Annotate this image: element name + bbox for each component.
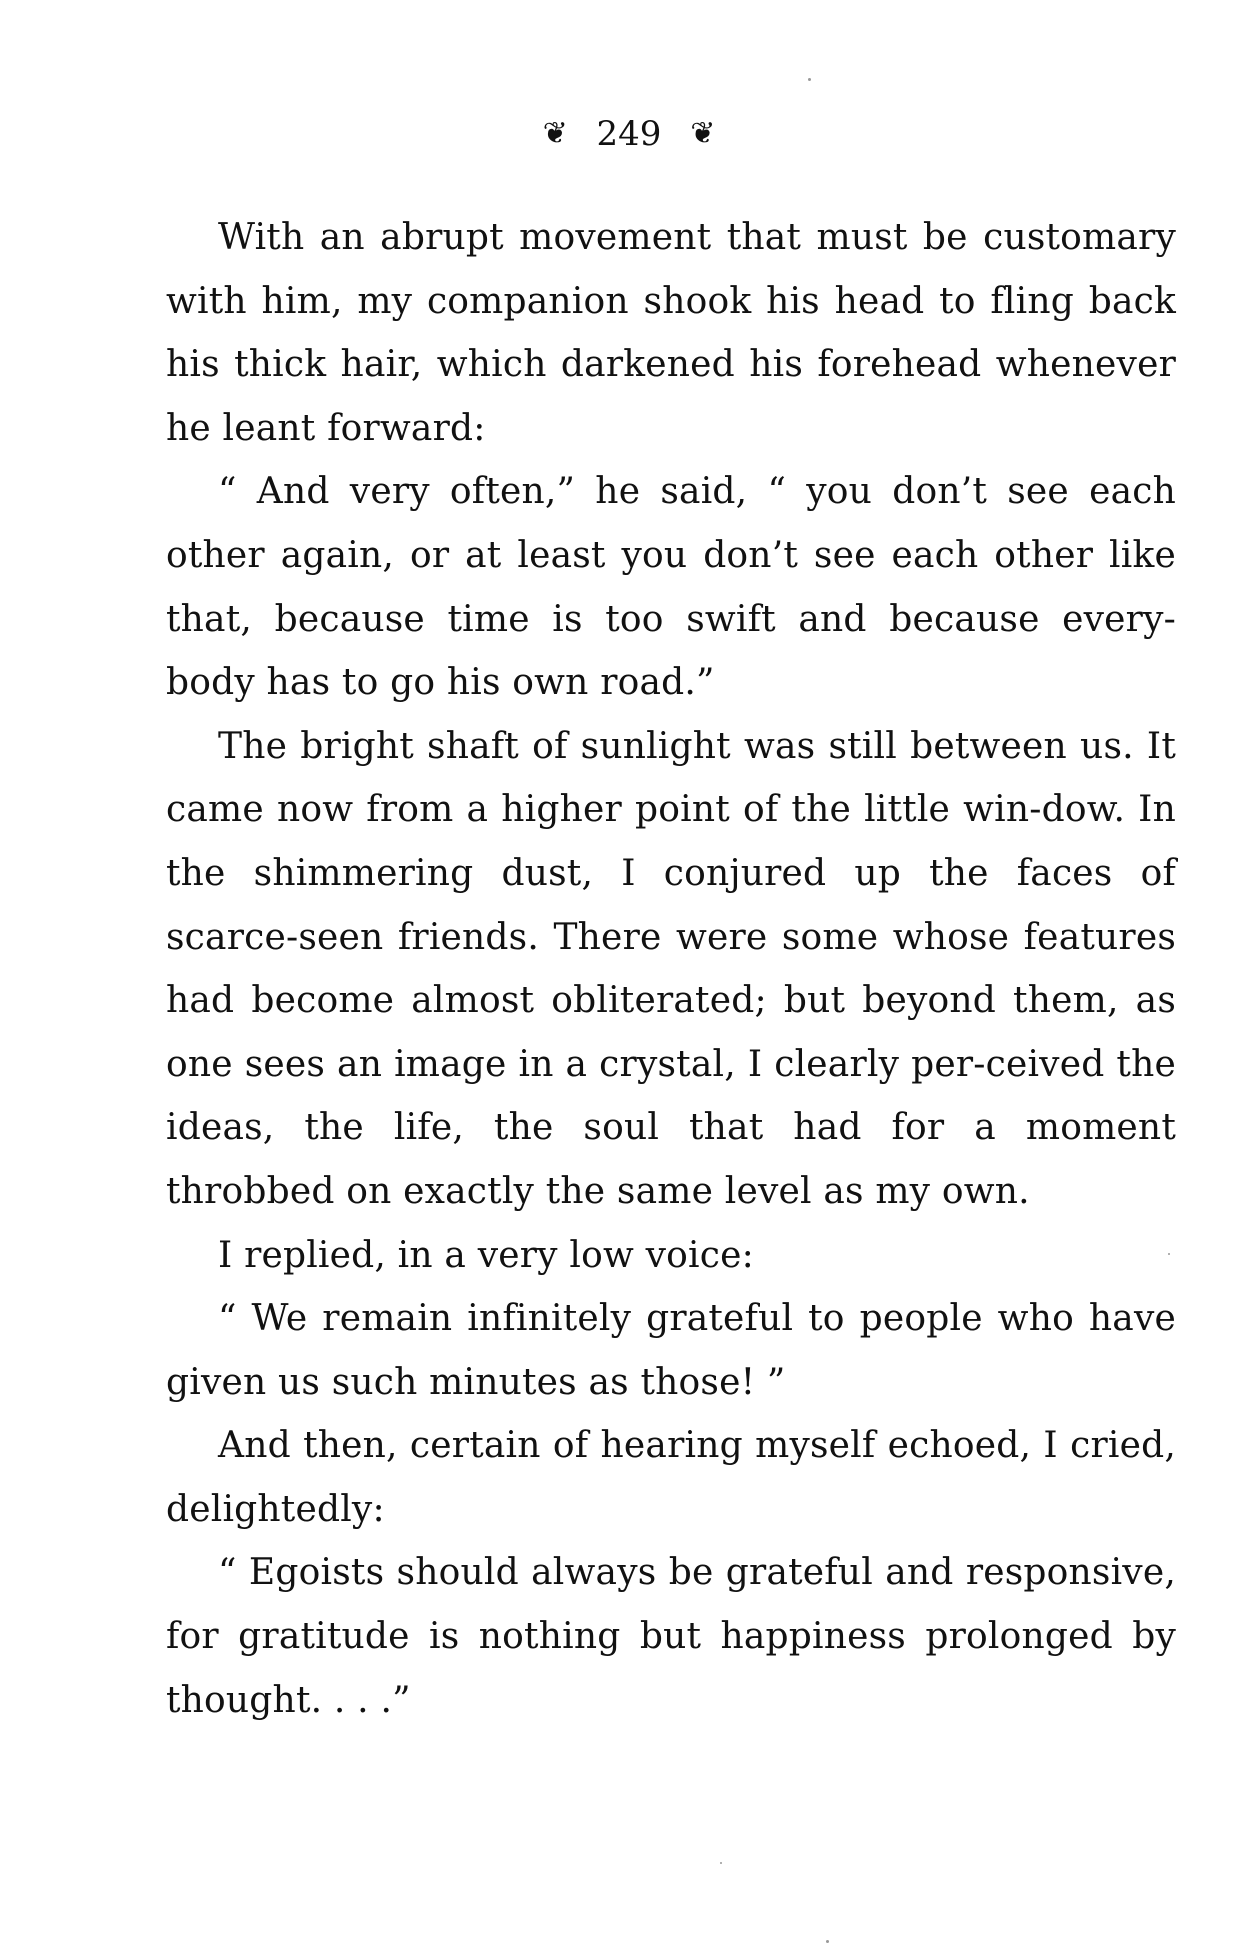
paragraph: With an abrupt movement that must be customary with him, my companion shook his head to fling back his thick hair, which darkened his forehead whenever he leant forward:	[166, 217, 1176, 449]
scan-speck	[826, 1940, 829, 1943]
fleuron-left-icon: ❦	[542, 116, 568, 151]
paragraph: “ Egoists should always be grateful and responsive, for gratitude is nothing but happiness prolonged by thought. . . .”	[166, 1552, 1176, 1721]
page-header	[0, 112, 1258, 154]
paragraph: And then, certain of hearing myself echoed, I cried, delightedly:	[166, 1425, 1176, 1530]
scan-speck	[720, 1862, 722, 1864]
paragraph: “ We remain infinitely grateful to people who have given us such minutes as those! ”	[166, 1298, 1176, 1403]
paragraph: “ And very often,” he said, “ you don’t see each other again, or at least you don’t see each other like that, because time is too swift and because every-body has to go his own road.”	[166, 471, 1176, 704]
page-number: 249	[596, 114, 662, 154]
paragraph: I replied, in a very low voice:	[218, 1234, 754, 1276]
scan-speck	[1168, 1253, 1170, 1255]
paragraph: The bright shaft of sunlight was still between us. It came now from a higher point of the little win-dow. In the shimmering dust, I conjured up the faces of scarce-seen friends. There were some whose features had become almost obliterated; but beyond them, as one sees an image in a crystal, I clearly per-ceived the ideas, the life, the soul that had for a moment throbbed on exactly the same level as my own.	[166, 725, 1176, 1212]
body-text	[166, 206, 1176, 1732]
fleuron-right-icon: ❦	[690, 116, 716, 151]
scan-speck	[808, 78, 811, 81]
